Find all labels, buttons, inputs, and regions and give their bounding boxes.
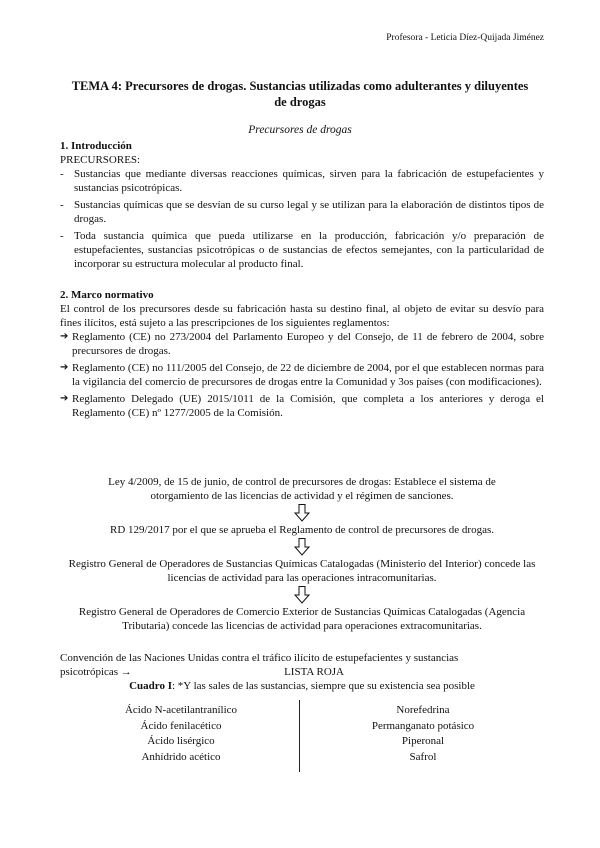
substance-item: Safrol (409, 750, 437, 763)
flow-step-registro-exterior: Registro General de Operadores de Comercio Exterior de Sustancias Químicas Catalogadas (Agencia Tributaria) concede las licencias de actividad para operaciones extracomunitarias. (78, 606, 526, 632)
substances-left-column (60, 703, 302, 765)
flow-step-ley: Ley 4/2009, de 15 de junio, de control de precursores de drogas: Establece el sistema de otorgamiento de las licencias de actividad y el régimen de sanciones. (108, 476, 496, 502)
reglamento-text: Reglamento (CE) no 273/2004 del Parlamento Europeo y del Consejo, de 11 de febrero de 2004, sobre precursores de drogas. (72, 331, 544, 357)
list-item (60, 330, 544, 358)
substance-item: Ácido fenilacético (140, 719, 222, 732)
substance-item: Ácido N-acetilantranílico (124, 704, 238, 716)
section-heading-introduccion: 1. Introducción (60, 140, 132, 152)
list-item: - Sustancias químicas que se desvían de su curso legal y se utilizan para la elaboración de distintos tipos de drogas. (60, 198, 544, 226)
arrow-icon: ➔ (60, 331, 69, 342)
list-item: - Sustancias que mediante diversas reacciones químicas, sirven para la fabricación de estupefacientes y sustancias psicotrópicas. (60, 167, 544, 195)
list-item (60, 392, 544, 420)
substances-right-column (302, 703, 544, 765)
down-arrow-icon (60, 586, 544, 604)
cuadro-label: Cuadro I (129, 680, 172, 692)
substances-table (60, 703, 544, 765)
convention-line2 (60, 665, 544, 679)
precursores-label: PRECURSORES: (60, 154, 141, 166)
header-author: Profesora - Leticia Díez-Quijada Jiménez (386, 33, 544, 43)
down-arrow-icon (60, 538, 544, 556)
body-text (60, 139, 544, 423)
list-item: - Toda sustancia química que pueda utilizarse en la producción, fabricación y/o preparación de estupefacientes, sustancias psicotrópicas o de sustancias de efectos semejantes, con la particularidad de incorporar su estructura molecular al producto final. (60, 229, 544, 271)
cuadro-text: : *Y las sales de las sustancias, siempre que su existencia sea posible (171, 680, 475, 692)
cuadro-caption (60, 679, 544, 693)
list-item (60, 361, 544, 389)
flow-step-registro-interior: Registro General de Operadores de Sustancias Químicas Catalogadas (Ministerio del Interior) concede las licencias de actividad para las operaciones intracomunitarias. (68, 558, 536, 584)
flow-step-rd: RD 129/2017 por el que se aprueba el Reglamento de control de precursores de drogas. (110, 524, 494, 536)
section-heading-marco-normativo: 2. Marco normativo (60, 289, 154, 301)
convention-psicotropicas: psicotrópicas → (60, 666, 132, 678)
reglamento-text: Reglamento (CE) no 111/2005 del Consejo, de 22 de diciembre de 2004, por el que establecen normas para la vigilancia del comercio de precursores de drogas entre la Comunidad y 3os países (con modificaciones). (72, 362, 544, 388)
page-title: TEMA 4: Precursores de drogas. Sustancias utilizadas como adulterantes y diluyentes de drogas (71, 79, 529, 109)
convention-line1: Convención de las Naciones Unidas contra el tráfico ilícito de estupefacientes y sustancias (60, 652, 459, 664)
substance-item: Norefedrina (396, 704, 450, 716)
arrow-icon: ➔ (60, 393, 69, 404)
convention-block (60, 651, 544, 693)
page-subtitle: Precursores de drogas (248, 124, 352, 136)
arrow-icon: ➔ (60, 362, 69, 373)
substance-item: Anhídrido acético (141, 750, 221, 763)
substance-item: Permanganato potásico (371, 719, 475, 732)
regulation-flow (60, 475, 544, 633)
reglamento-text: Reglamento Delegado (UE) 2015/1011 de la Comisión, que completa a los anteriores y deroga el Reglamento (CE) nº 1277/2005 de la Comisión. (72, 393, 544, 419)
substance-item: Ácido lisérgico (147, 735, 215, 747)
marco-intro: El control de los precursores desde su fabricación hasta su destino final, al objeto de evitar su desvío para fines ilícitos, está sujeto a las prescripciones de los siguientes reglamentos: (60, 303, 544, 329)
down-arrow-icon (60, 504, 544, 522)
precursores-list (60, 167, 544, 271)
substance-item: Piperonal (401, 735, 445, 747)
reglamentos-list (60, 330, 544, 420)
lista-roja-label: LISTA ROJA (284, 666, 344, 678)
